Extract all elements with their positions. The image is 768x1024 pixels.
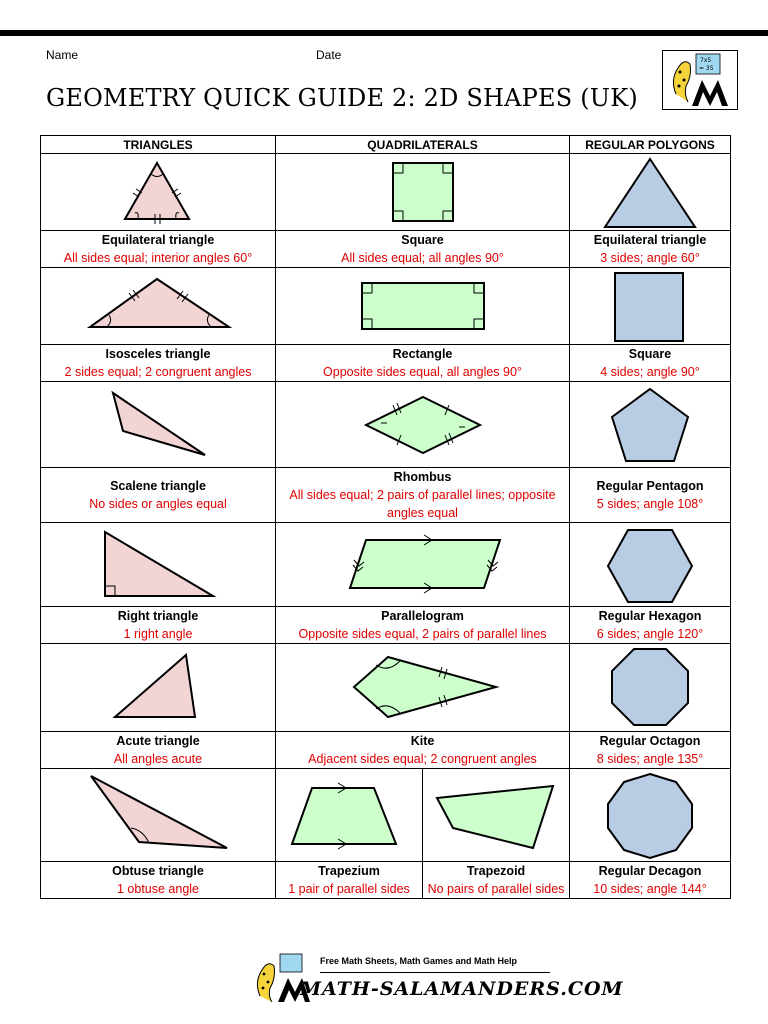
shape-name: Isosceles triangle <box>105 347 211 361</box>
shape-name: Square <box>401 233 444 247</box>
shape-name: Regular Pentagon <box>596 479 704 493</box>
shape-description: 1 pair of parallel sides <box>288 882 410 896</box>
column-header-regular-polygons: REGULAR POLYGONS <box>570 136 731 154</box>
shape-description: 4 sides; angle 90° <box>600 365 700 379</box>
shape-name: Equilateral triangle <box>593 233 707 247</box>
shape-name: Obtuse triangle <box>112 864 204 878</box>
shape-description: All sides equal; 2 pairs of parallel lines; opposite angles equal <box>289 488 556 520</box>
salamander-logo-icon <box>662 50 738 110</box>
shape-name: Scalene triangle <box>110 479 206 493</box>
date-label: Date <box>316 48 342 62</box>
shape-description: 1 right angle <box>123 627 193 641</box>
footer-site-link[interactable]: MATH-SALAMANDERS.COM <box>300 978 624 1000</box>
shapes-table <box>40 135 731 899</box>
kite-icon <box>278 645 568 731</box>
shape-description: Adjacent sides equal; 2 congruent angles <box>308 752 537 766</box>
shape-name: Kite <box>410 734 435 748</box>
shape-description: 6 sides; angle 120° <box>596 627 704 641</box>
shape-description: Opposite sides equal, 2 pairs of parallel lines <box>298 627 547 641</box>
shape-name: Rectangle <box>392 347 453 361</box>
trapezium-icon <box>276 770 422 861</box>
shape-description: 5 sides; angle 108° <box>596 497 704 511</box>
square-icon <box>278 155 568 230</box>
footer-tagline: Free Math Sheets, Math Games and Math Help <box>320 956 518 966</box>
shape-description: All angles acute <box>113 752 203 766</box>
hexagon-icon <box>570 524 730 606</box>
shape-description: No pairs of parallel sides <box>427 882 565 896</box>
shape-description: 3 sides; angle 60° <box>600 251 700 265</box>
acute-triangle-icon <box>43 645 273 731</box>
shape-name: Acute triangle <box>116 734 200 748</box>
shape-description: 8 sides; angle 135° <box>596 752 704 766</box>
shape-description: All sides equal; interior angles 60° <box>63 251 253 265</box>
shape-name: Trapezoid <box>466 864 526 878</box>
shape-description: 1 obtuse angle <box>116 882 199 896</box>
trapezoid-icon <box>423 770 569 861</box>
shape-description: 2 sides equal; 2 congruent angles <box>64 365 252 379</box>
rectangle-icon <box>278 269 568 344</box>
isosceles-triangle-icon <box>43 269 273 344</box>
shape-description: 10 sides; angle 144° <box>593 882 707 896</box>
pentagon-icon <box>570 383 730 467</box>
shape-name: Right triangle <box>117 609 199 623</box>
shape-description: All sides equal; all angles 90° <box>341 251 504 265</box>
right-triangle-icon <box>43 524 273 606</box>
shape-name: Square <box>628 347 672 361</box>
name-label: Name <box>46 48 79 62</box>
shape-name: Parallelogram <box>381 609 464 623</box>
scalene-triangle-icon <box>43 383 273 467</box>
obtuse-triangle-icon <box>43 770 273 861</box>
page-title: GEOMETRY QUICK GUIDE 2: 2D SHAPES (UK) <box>46 84 638 112</box>
regular-square-icon <box>570 269 730 344</box>
shape-description: Opposite sides equal, all angles 90° <box>323 365 522 379</box>
shape-name: Trapezium <box>318 864 380 878</box>
parallelogram-icon <box>278 524 568 606</box>
shape-description: No sides or angles equal <box>89 497 227 511</box>
shape-name: Regular Octagon <box>599 734 701 748</box>
column-header-triangles: TRIANGLES <box>41 136 276 154</box>
svg-text:7x5: 7x5 <box>700 57 712 64</box>
decagon-icon <box>570 770 730 861</box>
shape-name: Equilateral triangle <box>101 233 215 247</box>
column-header-quadrilaterals: QUADRILATERALS <box>276 136 570 154</box>
shape-name: Rhombus <box>393 470 452 484</box>
octagon-icon <box>570 645 730 731</box>
top-rule <box>0 30 768 36</box>
regular-triangle-icon <box>570 155 730 230</box>
equilateral-triangle-icon <box>43 155 273 230</box>
footer-rule <box>320 972 550 973</box>
shape-name: Regular Hexagon <box>598 609 702 623</box>
rhombus-icon <box>278 383 568 467</box>
shape-name: Regular Decagon <box>598 864 702 878</box>
svg-text:= 35: = 35 <box>699 65 714 72</box>
